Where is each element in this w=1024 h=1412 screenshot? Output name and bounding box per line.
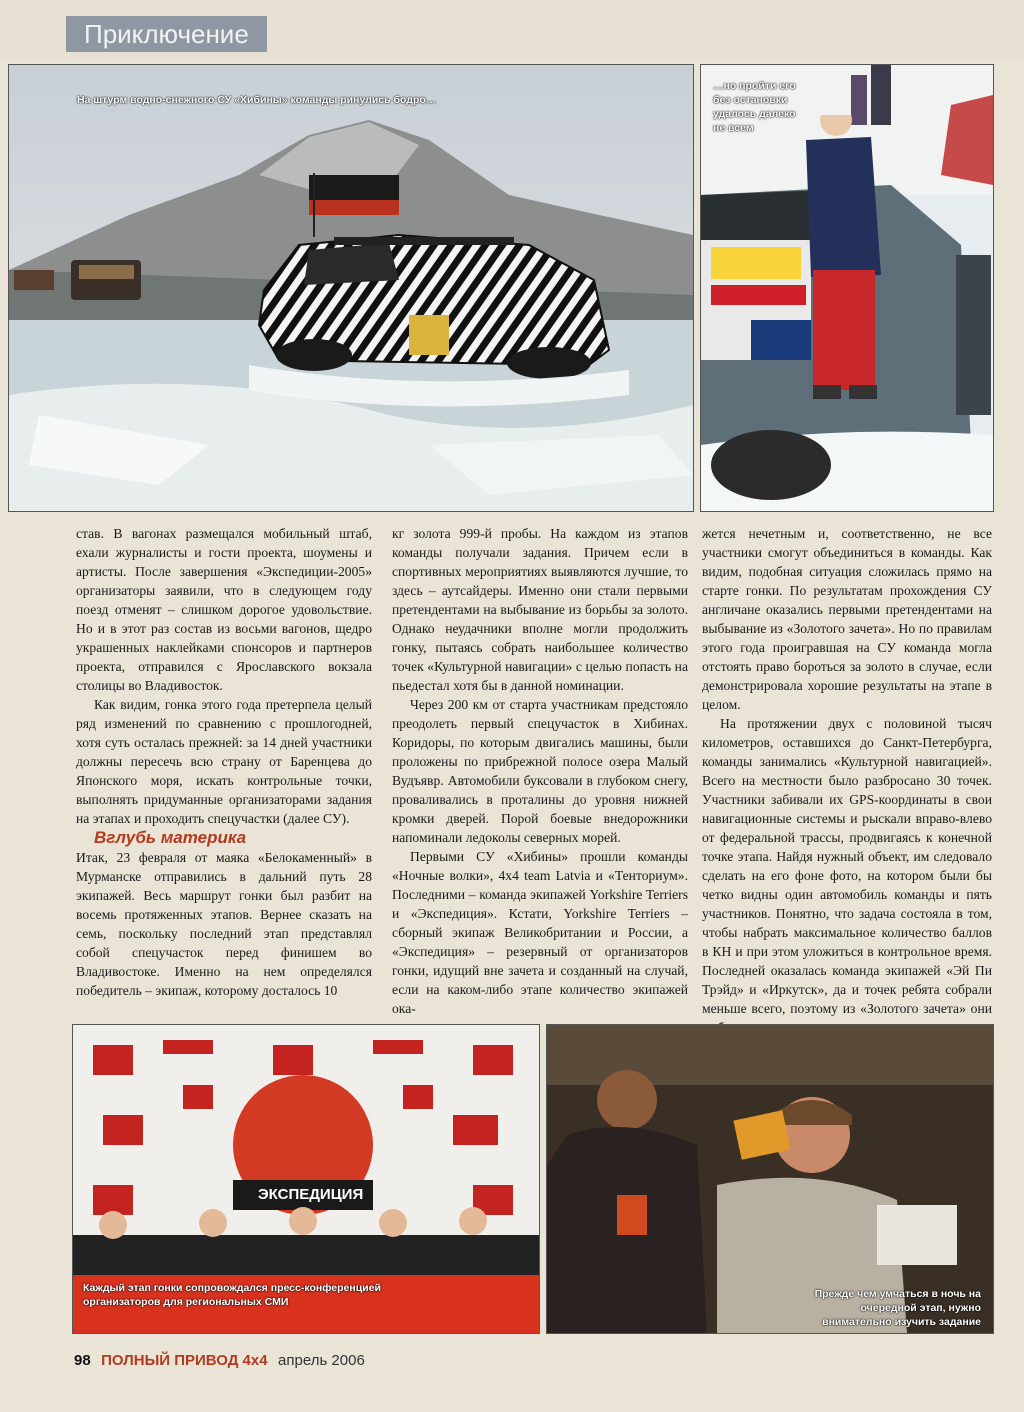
main-photo bbox=[8, 64, 694, 512]
article-paragraph: На протяжении двух с половиной тысяч километров, оставшихся до Санкт-Петербурга, команды занимались «Культурной навигацией». Всего на местности было разбросано 30 точек. Участники забивали их GPS-координаты в свои навигационные системы и рыскали вправо-влево от федеральной трассы, продвигаясь к конечной точке этапа. Найдя нужный объект, им следовало сделать на его фоне фото, на котором были бы четко видны один автомобиль команды и пять участников. Понятно, что задача состояла в том, чтобы набрать максимальное количество баллов в КН и при этом уложиться в контрольное время. Последней оказалась команда экипажей «Эй Пи Трэйд» и «Иркутск», да и точек ребята собрали меньше всего, поэтому из «Золотого зачета» они bbox=[702, 716, 992, 1016]
main-photo-caption: На штурм водно-снежного СУ «Хибины» команды ринулись бодро… bbox=[77, 94, 437, 106]
press-conference-photo bbox=[72, 1024, 540, 1334]
article-paragraph: став. В вагонах размещался мобильный штаб, ехали журналисты и гости проекта, шоумены и артисты. После завершения «Экспедиции-2005» организаторы заявили, что в следующем году поезд отменят – слишком дорогое удовольствие. Но и в этот раз состав из восьми вагонов, щедро украшенных наклейками спонсоров и партнеров проекта, отправился с Ярославского вокзала столицы во Владивосток. bbox=[76, 526, 372, 693]
press-photo-caption: Каждый этап гонки сопровождался пресс-конференцией организаторов для региональных СМИ bbox=[83, 1282, 381, 1308]
section-title: Приключение bbox=[66, 16, 267, 52]
side-photo-caption: …но пройти его без остановки удалось далеко не всем bbox=[713, 80, 796, 134]
magazine-name: ПОЛНЫЙ ПРИВОД 4x4 bbox=[101, 1352, 268, 1369]
issue-date: апрель 2006 bbox=[278, 1352, 365, 1369]
side-photo bbox=[700, 64, 994, 512]
article-subheading: Вглубь материка bbox=[94, 828, 247, 847]
page-number: 98 bbox=[74, 1352, 91, 1369]
article-paragraph: Как видим, гонка этого года претерпела целый ряд изменений по сравнению с прошлогодней, хотя суть осталась прежней: за 14 дней участники должны пересечь всю страну от Баренцева до Японского моря, искать контрольные точки, выполнять придуманные организаторами задания на этапах и проходить спецучастки (далее СУ). bbox=[76, 697, 372, 826]
article-paragraph: Итак, 23 февраля от маяка «Белокаменный» в Мурманске отправились в дальний путь 28 экипажей. Весь маршрут гонки был разбит на восемь протяженных этапов. Вернее сказать на семь, поскольку последний этап представлял собой спецучасток перед финишем во Владивостоке. Именно на нем определялся победитель – экипаж, которому досталось 10 bbox=[76, 850, 372, 998]
article-paragraph: кг золота 999-й пробы. На каждом из этапов команды получали задания. Причем если в спортивных мероприятиях выявляются лучшие, то здесь – аутсайдеры. Именно они стали первыми претендентами на выбывание из борьбы за золото. Однако неудачники вполне могли продолжить гонку, пытаясь собрать наибольшее количество точек «Культурной навигации» с целью попасть на пьедестал хотя бы в данной номинации. bbox=[392, 526, 688, 693]
article-paragraph: Первыми СУ «Хибины» прошли команды «Ночные волки», 4x4 team Latvia и «Тенториум». Последними – команда экипажей Yorkshire Terriers и «Экспедиция». Кстати, Yorkshire Terriers – сборный экипаж Великобритании и России, а «Экспедиция» – резервный от организаторов гонки, идущий вне зачета и созданный на случай, если на каком-либо этапе количество экипажей ока- bbox=[392, 849, 688, 1016]
press-banner-text: ЭКСПЕДИЦИЯ bbox=[258, 1186, 364, 1203]
article-column-2 bbox=[392, 524, 688, 1018]
car-photo-caption: Прежде чем умчаться в ночь на очередной этап, нужно внимательно изучить задание bbox=[814, 1288, 981, 1328]
car-interior-photo bbox=[546, 1024, 994, 1334]
article-column-1 bbox=[76, 524, 372, 1000]
page-footer bbox=[74, 1352, 365, 1370]
article-paragraph: Через 200 км от старта участникам предстояло преодолеть первый спецучасток в Хибинах. Коридоры, по которым двигались машины, были проложены по прибрежной полосе озера Малый Вудъявр. Автомобили буксовали в глубоком снегу, проваливались в проталины до уровня нижней кромки дверей. Порой боевые внедорожники напоминали ледоколы северных морей. bbox=[392, 697, 688, 845]
article-column-3 bbox=[702, 524, 992, 1037]
article-paragraph: жется нечетным и, соответственно, не все участники смогут объединиться в команды. Как видим, подобная ситуация сложилась прямо на старте гонки. По результатам прохождения СУ англичане оказались первыми претендентами на выбывание из «Золотого зачета». Но по правилам этого года проигравшая на СУ команда могла отстоять право бороться за золото в случае, если демонстрировала хорошие результаты на этапе в целом. bbox=[702, 526, 992, 712]
